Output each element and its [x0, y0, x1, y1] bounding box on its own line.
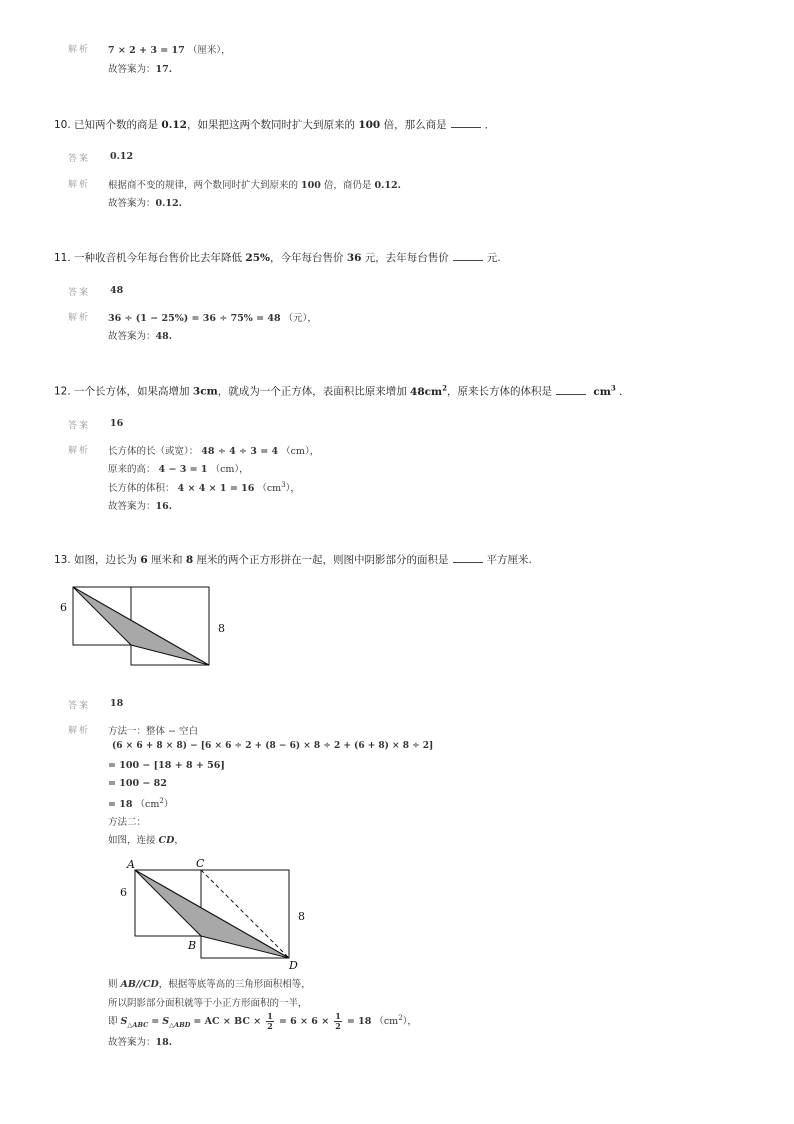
method1-title: 方法一：整体 − 空白	[108, 726, 198, 737]
answer-blank	[451, 117, 481, 128]
answer-label: 答案	[68, 421, 91, 431]
method1-line: = 100 − [18 + 8 + 56]	[108, 760, 225, 771]
labeled-squares-figure	[112, 854, 322, 974]
answer-blank	[453, 250, 483, 261]
solution-line: 故答案为：17.	[108, 64, 173, 75]
squares-figure	[56, 580, 236, 672]
question-10: 10. 已知两个数的商是 0.12，如果把这两个数同时扩大到原来的 100 倍，那么商是 ．	[54, 119, 496, 131]
conclusion-line: 所以阴影部分面积就等于小正方形面积的一半，	[108, 998, 308, 1009]
method1-line: (6 × 6 + 8 × 8) − [6 × 6 ÷ 2 + (8 − 6) × 8 ÷ 2 + (6 + 8) × 8 ÷ 2]	[112, 741, 434, 751]
conclusion-line: 则 AB//CD，根据等底等高的三角形面积相等，	[108, 979, 311, 990]
analysis-label: 解析	[68, 313, 91, 323]
question-12: 12. 一个长方体，如果高增加 3cm，就成为一个正方体，表面积比原来增加 $48cm^2$，原来长方体的体积是 $cm^3$ ．	[54, 383, 630, 398]
answer-value: 0.12	[110, 151, 134, 162]
fraction-one-half: $\frac{1}{2}$	[267, 1011, 273, 1031]
solution-line: 故答案为：48.	[108, 331, 173, 342]
solution-line: 长方体的体积： 4 × 4 × 1 = 16 $(cm^3)$，	[108, 480, 300, 494]
side-label-8: 8	[218, 622, 225, 635]
analysis-label: 解析	[68, 446, 91, 456]
analysis-label: 解析	[68, 180, 91, 190]
point-label-d: D	[289, 959, 298, 972]
analysis-label: 解析	[68, 726, 91, 736]
answer-value: 18	[110, 698, 124, 709]
solution-line: 原来的高： 4 − 3 = 1 （cm），	[108, 464, 249, 475]
solution-line: 根据商不变的规律，两个数同时扩大到原来的 100 倍，商仍是 0.12.	[108, 180, 401, 191]
method2-connect: 如图，连接 CD，	[108, 835, 184, 846]
answer-blank	[453, 552, 483, 563]
solution-line: 长方体的长（或宽）： 48 ÷ 4 ÷ 3 = 4 （cm），	[108, 446, 320, 457]
diagonal-line	[73, 587, 209, 665]
solution-line: 故答案为：0.12.	[108, 198, 182, 209]
method1-line: = 18 $(cm^2)$	[108, 796, 174, 810]
side-label-6: 6	[60, 601, 67, 614]
solution-line: 故答案为：16.	[108, 501, 173, 512]
conclusion-line: 即 $S_{\triangle ABC} = S_{\triangle ABD}$ = AC × BC × $\frac{1}{2}$ = 6 × 6 × $\frac{1}{2}$ = 18 $(cm^2)$，	[108, 1011, 417, 1031]
side-label-8: 8	[298, 910, 305, 923]
final-answer-line: 故答案为：18.	[108, 1037, 173, 1048]
solution-line: 7 × 2 + 3 = 17 （厘米），	[108, 45, 231, 56]
question-11: 11. 一种收音机今年每台售价比去年降低 25%，今年每台售价 36 元，去年每台售价 元.	[54, 252, 501, 264]
diagonal-line	[135, 870, 289, 958]
answer-blank	[556, 384, 586, 395]
point-label-a: A	[127, 858, 135, 871]
analysis-label: 解析	[68, 45, 91, 55]
solution-line: 36 ÷ (1 − 25%) = 36 ÷ 75% = 48 （元），	[108, 313, 317, 324]
side-label-6: 6	[120, 886, 127, 899]
answer-value: 48	[110, 285, 124, 296]
method2-title: 方法二：	[108, 817, 147, 828]
answer-label: 答案	[68, 154, 91, 164]
answer-value: 16	[110, 418, 124, 429]
method1-line: = 100 − 82	[108, 778, 167, 789]
answer-label: 答案	[68, 701, 91, 711]
fraction-one-half: $\frac{1}{2}$	[335, 1011, 341, 1031]
point-label-c: C	[196, 857, 205, 870]
question-13: 13. 如图，边长为 6 厘米和 8 厘米的两个正方形拼在一起，则图中阴影部分的面积是 平方厘米.	[54, 554, 532, 566]
point-label-b: B	[188, 939, 197, 952]
answer-label: 答案	[68, 288, 91, 298]
